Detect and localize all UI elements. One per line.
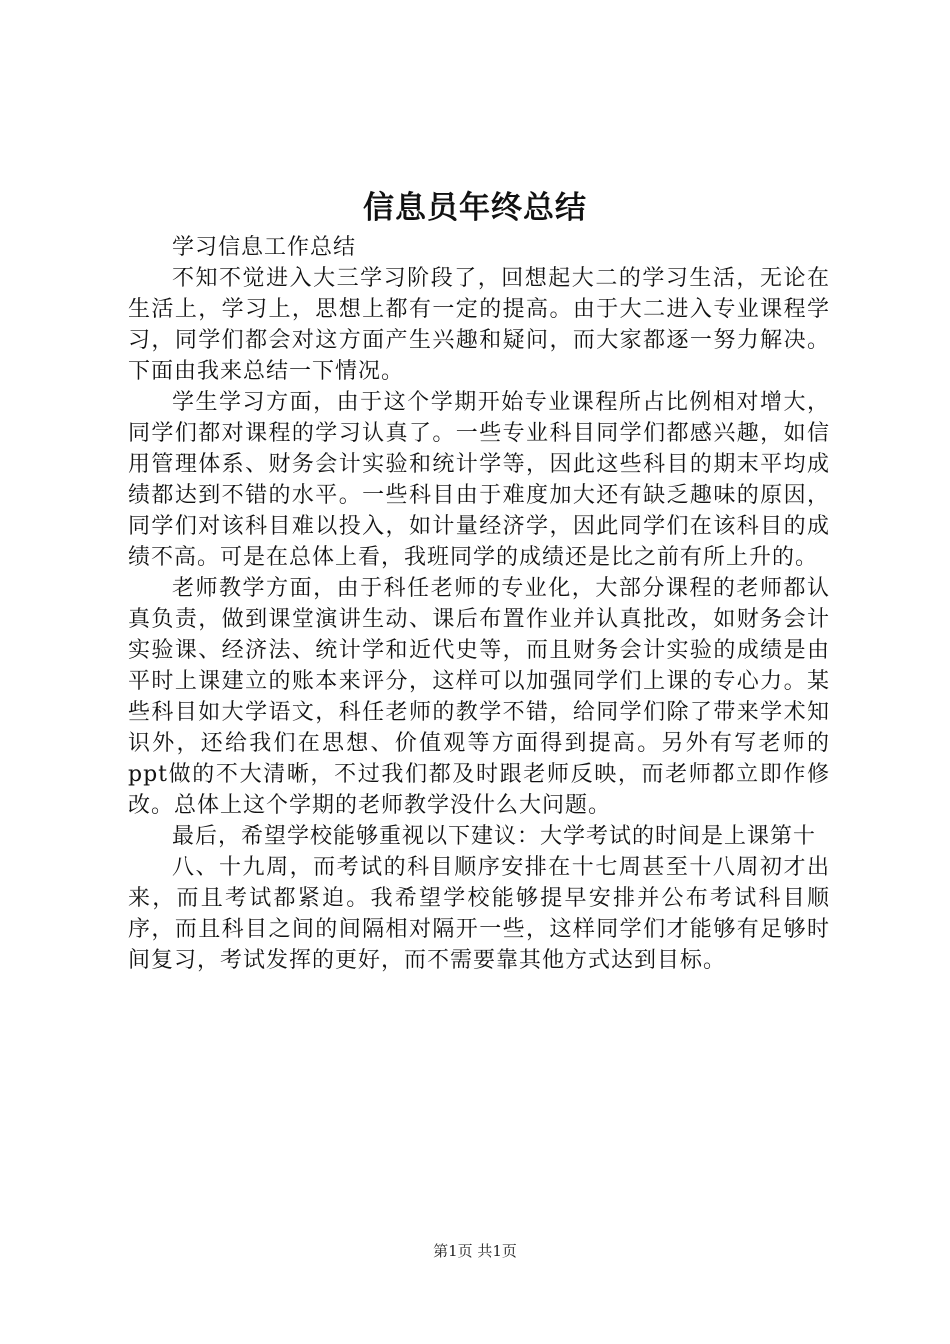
paragraph-teacher-teaching: 老师教学方面，由于科任老师的专业化，大部分课程的老师都认真负责，做到课堂演讲生动、课后布置作业并认真批改，如财务会计实验课、经济法、统计学和近代史等，而且财务会计实验的成绩是由平时上课建立的账本来评分，这样可以加强同学们上课的专心力。某些科目如大学语文，科任老师的教学不错，给同学们除了带来学术知识外，还给我们在思想、价值观等方面得到提高。另外有写老师的ppt做的不大清晰，不过我们都及时跟老师反映，而老师都立即作修改。总体上这个学期的老师教学没什么大问题。 bbox=[128, 576, 830, 818]
paragraph-subtitle: 学习信息工作总结 bbox=[172, 235, 357, 260]
paragraph-suggestion-continued: 八、十九周，而考试的科目顺序安排在十七周甚至十八周初才出来，而且考试都紧迫。我希望学校能够提早安排并公布考试科目顺序，而且科目之间的间隔相对隔开一些，这样同学们才能够有足够时间复习，考试发挥的更好，而不需要靠其他方式达到目标。 bbox=[128, 855, 830, 973]
document-body bbox=[128, 232, 830, 976]
paragraph-student-study: 学生学习方面，由于这个学期开始专业课程所占比例相对增大，同学们都对课程的学习认真了。一些专业科目同学们都感兴趣，如信用管理体系、财务会计实验和统计学等，因此这些科目的期末平均成绩都达到不错的水平。一些科目由于难度加大还有缺乏趣味的原因，同学们对该科目难以投入，如计量经济学，因此同学们在该科目的成绩不高。可是在总体上看，我班同学的成绩还是比之前有所上升的。 bbox=[128, 390, 830, 570]
paragraph-suggestion: 最后，希望学校能够重视以下建议：大学考试的时间是上课第十 bbox=[172, 824, 817, 849]
document-title: 信息员年终总结 bbox=[363, 190, 587, 226]
paragraph-intro: 不知不觉进入大三学习阶段了，回想起大二的学习生活，无论在生活上，学习上，思想上都有一定的提高。由于大二进入专业课程学习，同学们都会对这方面产生兴趣和疑问，而大家都逐一努力解决。下面由我来总结一下情况。 bbox=[128, 266, 830, 384]
page-footer: 第1页 共1页 bbox=[433, 1242, 517, 1260]
